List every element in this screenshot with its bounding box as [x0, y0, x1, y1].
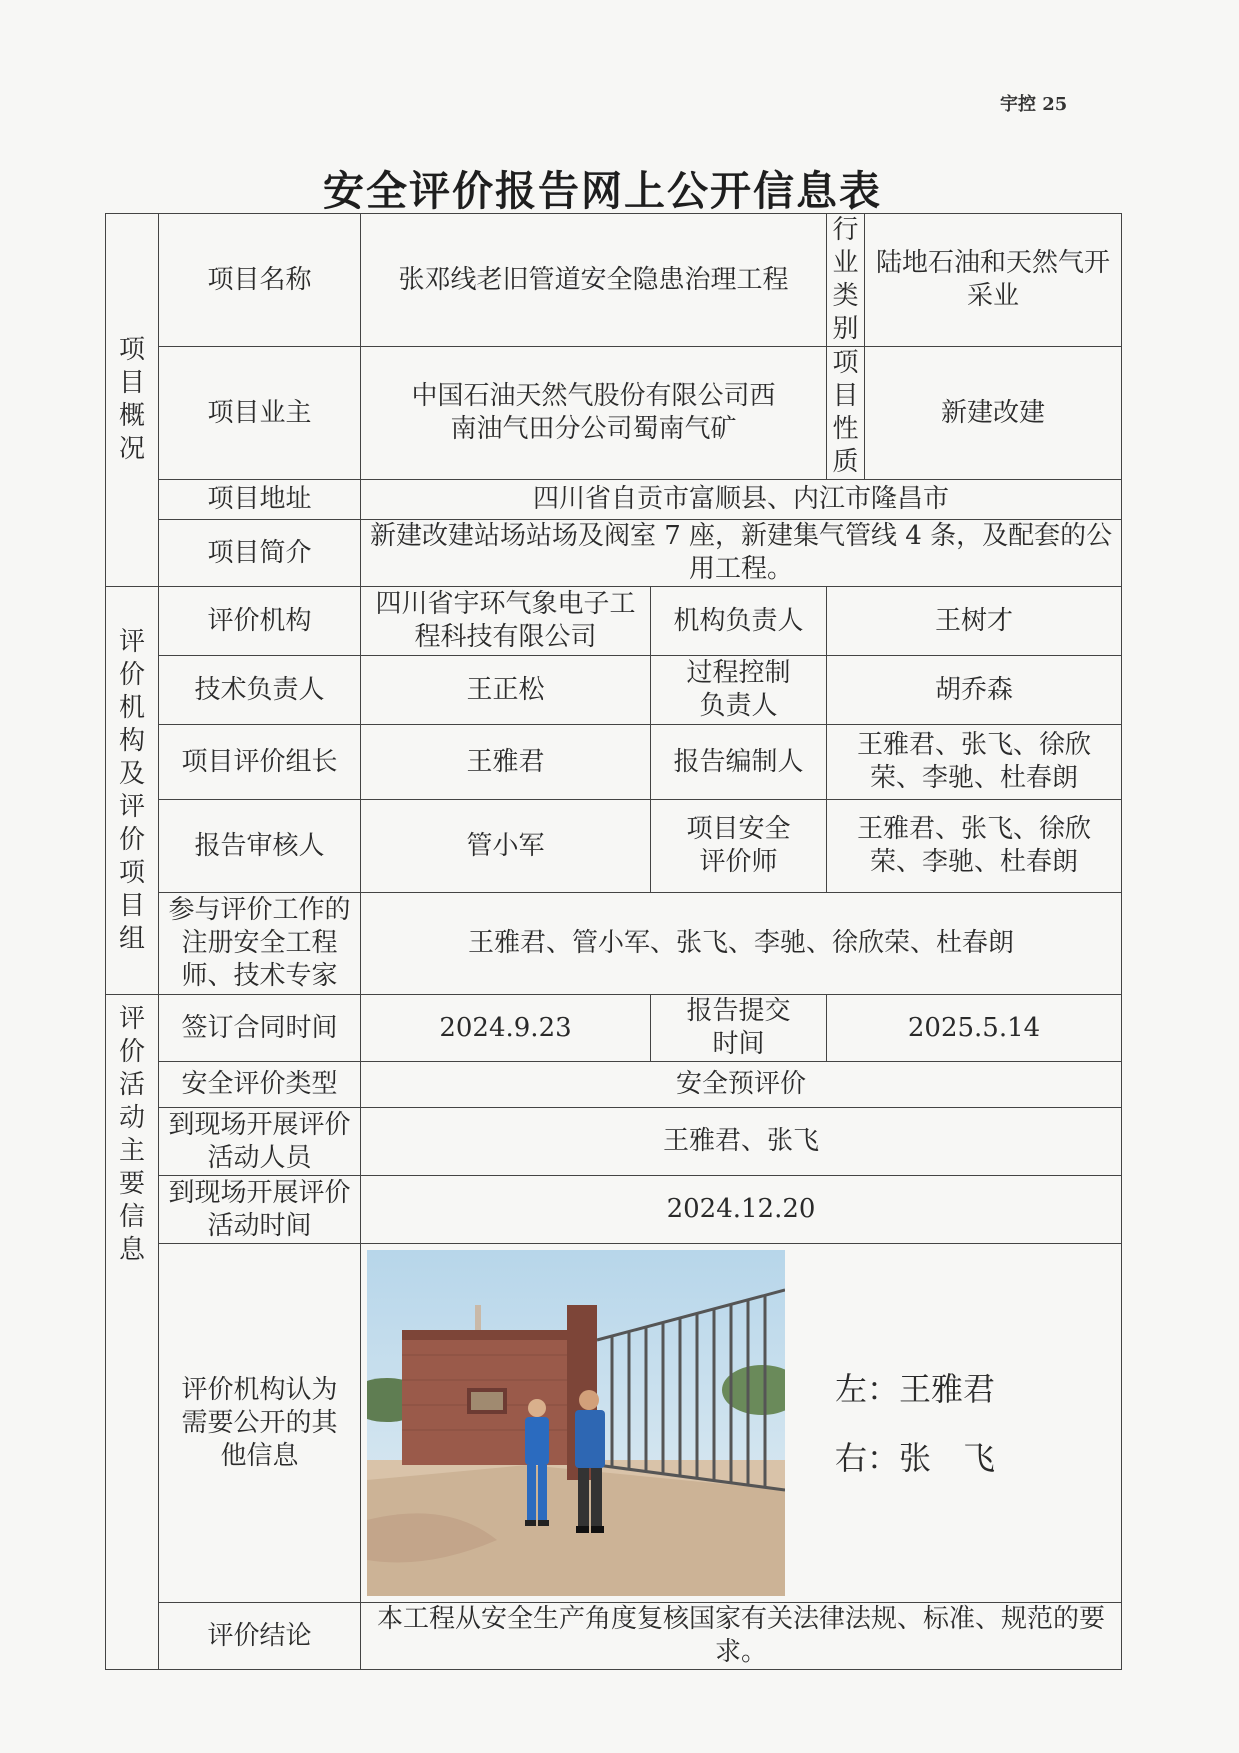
- site-photo: [367, 1250, 785, 1596]
- label-owner: 项目业主: [159, 347, 361, 480]
- label-site-time: 到现场开展评价活动时间: [159, 1176, 361, 1244]
- value-project-name: 张邓线老旧管道安全隐患治理工程: [361, 214, 827, 347]
- section-label-org: 评价机构及评价项目组: [106, 587, 159, 995]
- label-conclusion: 评价结论: [159, 1603, 361, 1670]
- table-row: [106, 214, 1122, 347]
- page-title: 安全评价报告网上公开信息表: [323, 167, 882, 215]
- label-industry: 行业类别: [827, 214, 865, 347]
- label-reviewer: 报告审核人: [159, 800, 361, 893]
- value-site-people: 王雅君、张飞: [361, 1108, 1122, 1176]
- label-tech: 技术负责人: [159, 656, 361, 725]
- table-row: [106, 1603, 1122, 1670]
- label-intro: 项目简介: [159, 520, 361, 587]
- value-nature: 新建改建: [865, 347, 1122, 480]
- label-site-people: 到现场开展评价活动人员: [159, 1108, 361, 1176]
- table-row: [106, 893, 1122, 995]
- label-participants: 参与评价工作的注册安全工程师、技术专家: [159, 893, 361, 995]
- caption-right: 右：张 飞: [835, 1438, 996, 1477]
- label-team-leader: 项目评价组长: [159, 725, 361, 800]
- value-evaluator: 王雅君、张飞、徐欣荣、李驰、杜春朗: [827, 800, 1122, 893]
- value-reviewer: 管小军: [361, 800, 651, 893]
- table-row: [106, 1062, 1122, 1108]
- label-writer: 报告编制人: [651, 725, 827, 800]
- label-leader: 机构负责人: [651, 587, 827, 656]
- section-label-activity: 评价活动主要信息: [106, 995, 159, 1670]
- label-type: 安全评价类型: [159, 1062, 361, 1108]
- value-participants: 王雅君、管小军、张飞、李驰、徐欣荣、杜春朗: [361, 893, 1122, 995]
- label-evaluator: 项目安全评价师: [651, 800, 827, 893]
- value-writer: 王雅君、张飞、徐欣荣、李驰、杜春朗: [827, 725, 1122, 800]
- value-submit: 2025.5.14: [827, 995, 1122, 1062]
- section-label-overview: 项目概况: [106, 214, 159, 587]
- document-code: 宇控 25: [1000, 94, 1068, 115]
- value-tech: 王正松: [361, 656, 651, 725]
- caption-left: 左：王雅君: [835, 1369, 996, 1408]
- photo-captions: [785, 1337, 1115, 1510]
- value-contract: 2024.9.23: [361, 995, 651, 1062]
- value-team-leader: 王雅君: [361, 725, 651, 800]
- table-row: [106, 725, 1122, 800]
- table-row: [106, 347, 1122, 480]
- label-other-info: 评价机构认为需要公开的其他信息: [159, 1244, 361, 1603]
- value-site-time: 2024.12.20: [361, 1176, 1122, 1244]
- table-row: [106, 480, 1122, 520]
- value-process: 胡乔森: [827, 656, 1122, 725]
- table-row: [106, 656, 1122, 725]
- table-row: [106, 800, 1122, 893]
- table-row: [106, 1108, 1122, 1176]
- info-table: [105, 213, 1122, 1670]
- label-project-name: 项目名称: [159, 214, 361, 347]
- value-conclusion: 本工程从安全生产角度复核国家有关法律法规、标准、规范的要求。: [361, 1603, 1122, 1670]
- value-type: 安全预评价: [361, 1062, 1122, 1108]
- value-address: 四川省自贡市富顺县、内江市隆昌市: [361, 480, 1122, 520]
- label-nature: 项目性质: [827, 347, 865, 480]
- value-intro: 新建改建站场站场及阀室 7 座，新建集气管线 4 条，及配套的公用工程。: [361, 520, 1122, 587]
- label-address: 项目地址: [159, 480, 361, 520]
- label-submit: 报告提交时间: [651, 995, 827, 1062]
- label-agency: 评价机构: [159, 587, 361, 656]
- label-contract: 签订合同时间: [159, 995, 361, 1062]
- value-industry: 陆地石油和天然气开采业: [865, 214, 1122, 347]
- table-row: [106, 1176, 1122, 1244]
- table-row: [106, 587, 1122, 656]
- table-row: [106, 995, 1122, 1062]
- value-owner: 中国石油天然气股份有限公司西南油气田分公司蜀南气矿: [361, 347, 827, 480]
- label-process: 过程控制负责人: [651, 656, 827, 725]
- other-info-cell: [361, 1244, 1122, 1603]
- value-agency: 四川省宇环气象电子工程科技有限公司: [361, 587, 651, 656]
- table-row: [106, 520, 1122, 587]
- table-row: [106, 1244, 1122, 1603]
- value-leader: 王树才: [827, 587, 1122, 656]
